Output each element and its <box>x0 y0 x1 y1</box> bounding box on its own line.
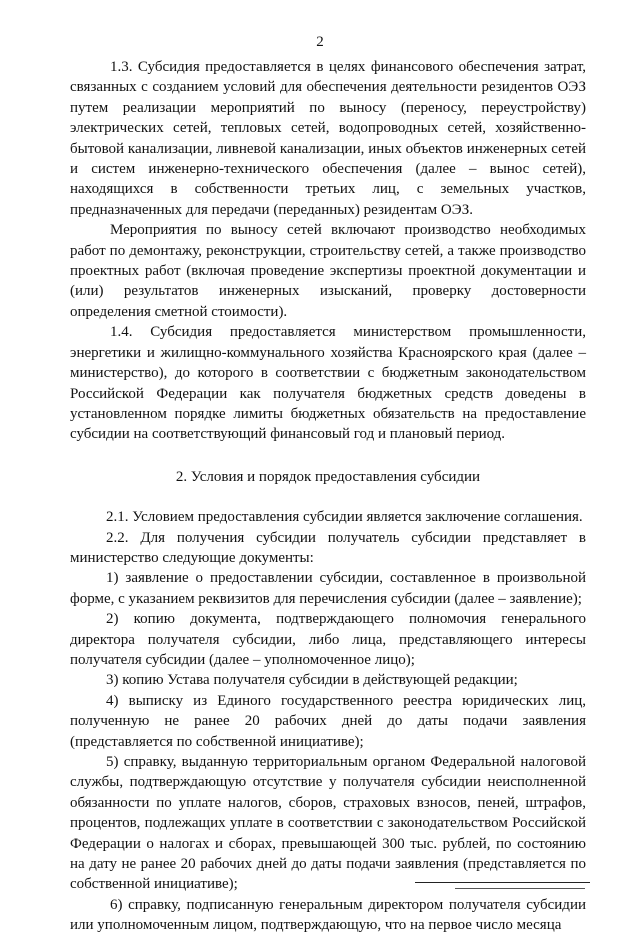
list-item-5: 5) справку, выданную территориальным органом Федеральной налоговой службы, подтверждающую отсутствие у получателя субсидии неисполненной обязанности по уплате налогов, сборов, страховых взносов, пеней, штрафов, процентов, подлежащих уплате в соответствии с законодательством Российской Федерации о налогах и сборах, превышающей 300 тыс. рублей, по состоянию на дату не ранее 20 рабочих дней до даты подачи заявления (представляется по собственной инициативе); <box>70 754 586 893</box>
paragraph-1-4: 1.4. Субсидия предоставляется министерством промышленности, энергетики и жилищно-коммунального хозяйства Красноярского края (далее – министерство), до которого в соответствии с бюджетным законодательством Российской Федерации как получателя бюджетных средств доведены в установленном порядке лимиты бюджетных обязательств на предоставление субсидии на соответствующий финансовый год и плановый период. <box>70 324 586 443</box>
paragraph-network-works: Мероприятия по выносу сетей включают производство необходимых работ по демонтажу, реконструкции, строительству сетей, а также производство проектных работ (включая проведение экспертизы проектной документации и (или) результатов инженерных изысканий, проверку достоверности определения сметной стоимости). <box>70 222 586 320</box>
list-item-6: 6) справку, подписанную генеральным директором получателя субсидии или уполномоченным лицом, подтверждающую, что на первое число месяца <box>70 896 586 934</box>
paragraph-1-3: 1.3. Субсидия предоставляется в целях финансового обеспечения затрат, связанных с созданием условий для обеспечения деятельности резидентов ОЭЗ путем реализации мероприятий по выносу (переносу, переустройству) электрических сетей, тепловых сетей, водопроводных сетей, хозяйственно-бытовой канализации, ливневой канализации, иных объектов инженерных сетей и систем инженерно-технического обеспечения (далее – вынос сетей), находящихся в собственности третьих лиц, с земельных участков, предназначенных для передачи (переданных) резидентам ОЭЗ. <box>70 59 586 218</box>
list-item-4: 4) выписку из Единого государственного реестра юридических лиц, полученную не ранее 20 рабочих дней до даты подачи заявления (представляется по собственной инициативе); <box>70 692 586 750</box>
footer-line-short <box>455 888 585 889</box>
section-heading: 2. Условия и порядок предоставления субсидии <box>175 468 481 485</box>
list-item-2: 2) копию документа, подтверждающего полномочия генерального директора получателя субсидии, либо лица, представляющего интересы получателя субсидии (далее – уполномоченное лицо); <box>70 611 586 668</box>
paragraph-2-2: 2.2. Для получения субсидии получатель субсидии представляет в министерство следующие документы: <box>70 529 586 566</box>
paragraph-2-1: 2.1. Условием предоставления субсидии является заключение соглашения. <box>106 509 583 526</box>
document-body <box>70 57 586 936</box>
list-item-3: 3) копию Устава получателя субсидии в действующей редакции; <box>106 672 518 689</box>
page-number: 2 <box>316 34 324 50</box>
footer-line <box>415 882 590 883</box>
list-item-1: 1) заявление о предоставлении субсидии, составленное в произвольной форме, с указанием реквизитов для перечисления субсидии (далее – заявление); <box>70 570 586 607</box>
